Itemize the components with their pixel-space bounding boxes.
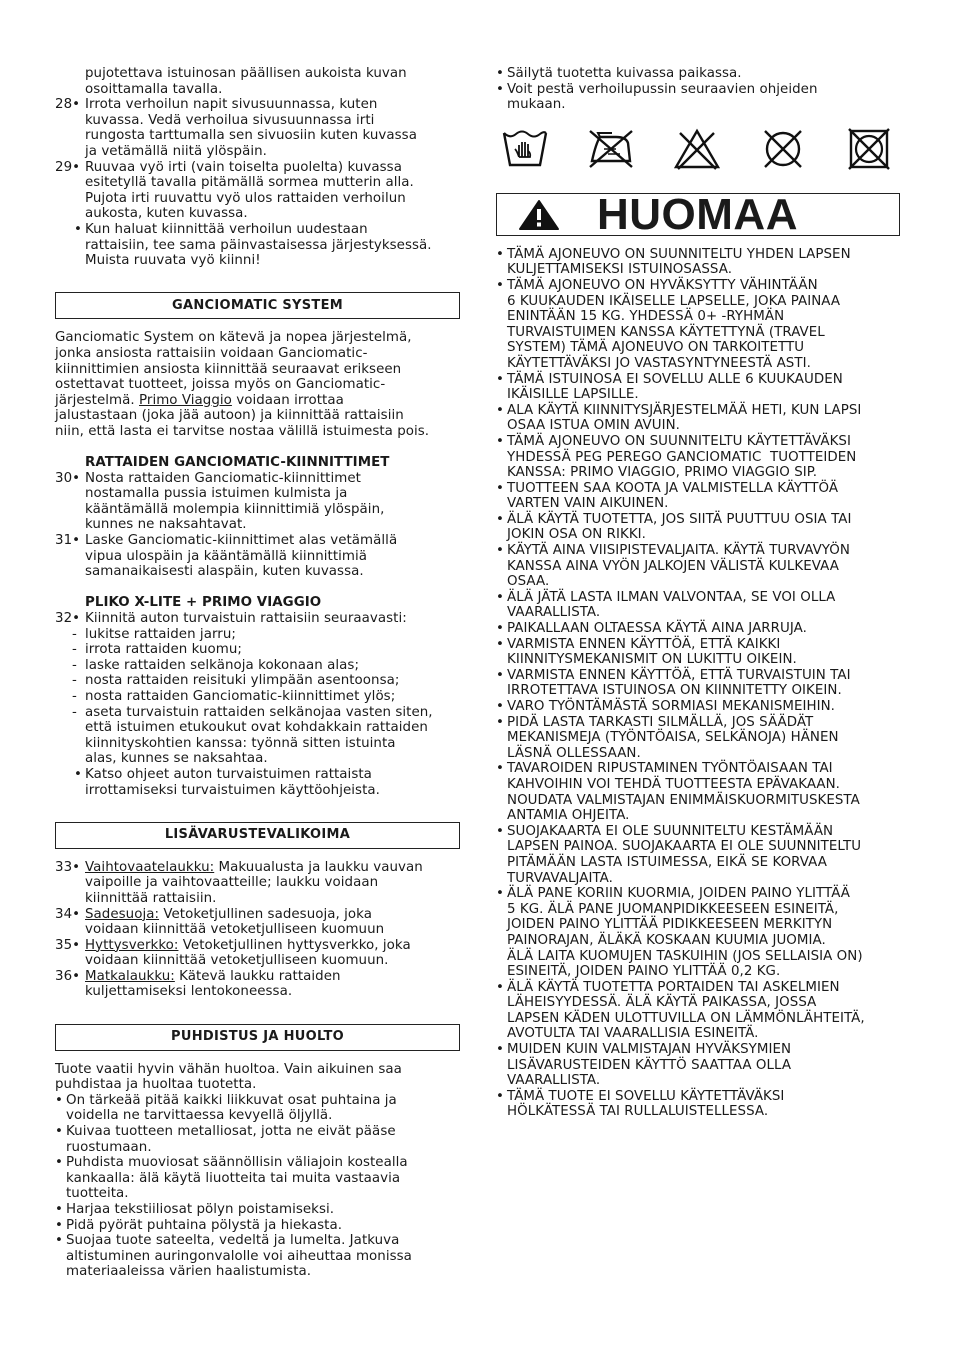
- bullet-glyph: •: [496, 511, 504, 527]
- bullet-glyph: •: [55, 1092, 63, 1108]
- warning-item: [496, 590, 900, 621]
- bullet-glyph: •: [74, 766, 82, 782]
- warning-item: [496, 699, 900, 715]
- accessory-text: Vetoketjullinen hyttysverkko, joka: [178, 937, 411, 953]
- warning-text: VAARALLISTA.: [507, 605, 601, 621]
- warning-text: VARO TYÖNTÄMÄSTÄ SORMIASI MEKANISMEIHIN.: [507, 699, 835, 714]
- dash-item: lukitse rattaiden jarru;: [85, 626, 236, 642]
- warning-banner: [496, 189, 900, 239]
- bullet-text: Harjaa tekstiiliosat pölyn poistamiseksi.: [66, 1202, 335, 1217]
- warning-item: [496, 761, 900, 823]
- warning-text: VARMISTA ENNEN KÄYTTÖÄ, ETTÄ TURVAISTUIN TAI: [507, 667, 851, 683]
- warning-text: ÄLÄ LAITA KUOMUJEN TASKUIHIN (JOS SELLAISIA ON): [507, 948, 863, 964]
- warning-text: LÄHEISYYDESSÄ. ÄLÄ KÄYTÄ PAIKASSA, JOSSA: [507, 995, 817, 1011]
- warning-text: SYSTEM) TÄMÄ AJONEUVO ON TARKOITETTU: [507, 340, 805, 356]
- bullet-text: tuotteita.: [66, 1186, 129, 1202]
- warning-item: [496, 886, 900, 980]
- warning-text: JOKIN OSA ON RIKKI.: [507, 527, 646, 543]
- bullet-text: kankaalla: älä käytä liuotteita tai muita vastaavia: [66, 1170, 401, 1186]
- warning-item: [496, 434, 900, 481]
- bullet-text: voidella ne tarvittaessa kevyellä öljyllä.: [66, 1108, 333, 1124]
- warning-text: PIDÄ LASTA TARKASTI SILMÄLLÄ, JOS SÄÄDÄT: [507, 714, 814, 730]
- bullet-text: Puhdista muoviosat säännöllisin väliajoin kostealla: [66, 1155, 408, 1171]
- do-not-dry-clean-icon: [758, 127, 808, 171]
- care-icons-row: [500, 127, 894, 171]
- warning-text: TÄMÄ ISTUINOSA EI SOVELLU ALLE 6 KUUKAUDEN: [507, 371, 843, 387]
- bullet-glyph: •: [496, 667, 504, 683]
- bullet-text: Suojaa tuote sateelta, vedeltä ja lumelta. Jatkuva: [66, 1233, 400, 1249]
- step-text: esitetyllä tavalla pitämällä sormea mutterin alla.: [85, 175, 414, 191]
- warning-text: KÄYTÄ AINA VIISIPISTEVALJAITA. KÄYTÄ TURVAVYÖN: [507, 543, 850, 559]
- paragraph-text: voidaan irrottaa: [231, 392, 344, 408]
- bullet-glyph: •: [496, 886, 504, 902]
- warning-text: HÖLKÄTESSÄ TAI RULLALUISTELLESSA.: [507, 1104, 769, 1120]
- warning-text: ESINEITÄ, JOIDEN PAINO YLITTÄÄ 0,2 KG.: [507, 964, 781, 980]
- bullet-text: ruostumaan.: [66, 1139, 152, 1155]
- care-section: [55, 1062, 460, 1280]
- bullet-text: Katso ohjeet auton turvaistuimen rattaista: [85, 766, 372, 782]
- dash-item: nosta rattaiden reisituki ylimpään asentoonsa;: [85, 673, 400, 689]
- step-text: aukosta, kuten kuvassa.: [85, 206, 248, 222]
- bullet-glyph: •: [496, 823, 504, 839]
- bullet-glyph: •: [496, 402, 504, 418]
- ganciomatic-paragraph: [55, 330, 460, 439]
- wash-by-hand-icon: [500, 127, 550, 171]
- dash-glyph: -: [72, 657, 77, 673]
- accessory-text: Vetoketjullinen sadesuoja, joka: [159, 906, 372, 922]
- bullet-glyph: •: [55, 1233, 63, 1249]
- bullet-text: Kuivaa tuotteen metalliosat, jotta ne eivät pääse: [66, 1124, 396, 1140]
- accessory-name: Sadesuoja:: [85, 906, 160, 922]
- step-text: Laske Ganciomatic-kiinnittimet alas vetämällä: [85, 533, 398, 549]
- left-column: [55, 66, 460, 1280]
- bullet-text: altistuminen auringonvalolle voi aiheuttaa monissa: [66, 1248, 412, 1264]
- subheading-pliko: PLIKO X-LITE + PRIMO VIAGGIO: [85, 595, 322, 611]
- bullet-glyph: •: [55, 1217, 63, 1233]
- warning-triangle-icon: [517, 199, 561, 231]
- warning-item: [496, 543, 900, 590]
- warning-text: ÄLÄ KÄYTÄ TUOTETTA, JOS SIITÄ PUUTTUU OSIA TAI: [507, 511, 852, 527]
- dash-item: aseta turvaistuin rattaiden selkänojaa vasten siten,: [85, 704, 433, 720]
- warning-text: LAPSEN KÄDEN ULOTTUVILLA ON LÄMMÖNLÄHTEITÄ,: [507, 1010, 865, 1026]
- subheading-rattaiden: RATTAIDEN GANCIOMATIC-KIINNITTIMET: [85, 455, 390, 471]
- warning-text: TUOTTEEN SAA KOOTA JA VALMISTELLA KÄYTTÖÄ: [507, 480, 839, 496]
- step-text: nostamalla pussia istuimen kulmista ja: [85, 486, 348, 502]
- step-text: Irrota verhoilun napit sivusuunnassa, kuten: [85, 97, 378, 113]
- accessory-text: Makuualusta ja laukku vauvan: [214, 859, 423, 875]
- bullet-text: materiaaleissa värien haalistumista.: [66, 1264, 312, 1280]
- warning-text: KÄYTETTÄVÄKSI JO VASTASYNTYNEESTÄ ASTI.: [507, 355, 811, 371]
- warning-text: KULJETTAMISEKSI ISTUINOSASSA.: [507, 262, 733, 278]
- paragraph-line: jalustastaan (joka jää autoon) ja kiinnittää rattaisiin: [55, 408, 404, 424]
- bullet-glyph: •: [496, 714, 504, 730]
- bullet-text: Säilytä tuotetta kuivassa paikassa.: [507, 66, 742, 81]
- warning-text: YHDESSÄ PEG PEREGO GANCIOMATIC TUOTTEIDEN: [507, 449, 857, 465]
- warning-item: [496, 824, 900, 886]
- warning-text: TÄMÄ AJONEUVO ON HYVÄKSYTTY VÄHINTÄÄN: [507, 277, 818, 293]
- bullet-text: Pidä pyörät puhtaina pölystä ja hiekasta.: [66, 1217, 343, 1233]
- dash-glyph: -: [72, 626, 77, 642]
- dash-item: kiinnityskohtien kanssa: työnnä sitten istuinta: [85, 735, 396, 751]
- warning-text: MUIDEN KUIN VALMISTAJAN HYVÄKSYMIEN: [507, 1042, 792, 1058]
- warning-item: [496, 1089, 900, 1120]
- warning-text: ÄLÄ JÄTÄ LASTA ILMAN VALVONTAA, SE VOI OLLA: [507, 589, 836, 605]
- step-29: [55, 160, 460, 222]
- dash-item: irrota rattaiden kuomu;: [85, 642, 242, 658]
- warning-item: [496, 512, 900, 543]
- warning-text: OSAA.: [507, 574, 550, 590]
- dash-item: alas, kunnes se naksahtaa.: [85, 751, 268, 767]
- do-not-bleach-icon: [672, 127, 722, 171]
- warning-text: ÄLÄ PANE KORIIN KUORMIA, JOIDEN PAINO YLITTÄÄ: [507, 886, 851, 902]
- warning-text: ÄLÄ KÄYTÄ TUOTETTA PORTAIDEN TAI ASKELMIEN: [507, 979, 840, 995]
- bullet-glyph: •: [496, 66, 504, 81]
- do-not-iron-icon: [586, 127, 636, 171]
- bullet-glyph: •: [55, 1124, 63, 1140]
- step-text: Ruuvaa vyö irti (vain toiselta puolelta) kuvassa: [85, 159, 402, 175]
- warning-text: MEKANISMEJA (TYÖNTÖAISA, SELKÄNOJA) HÄNEN: [507, 730, 839, 746]
- warning-text: ANTAMIA OHJEITA.: [507, 808, 630, 824]
- intro-line: pujotettava istuinosan päällisen aukoista kuvan: [85, 66, 407, 81]
- bullet-glyph: •: [496, 277, 504, 293]
- warning-item: [496, 980, 900, 1042]
- step-number: 36•: [55, 968, 81, 984]
- warning-item: [496, 715, 900, 762]
- reassemble-bullet: [55, 222, 460, 269]
- section-heading-ganciomatic: GANCIOMATIC SYSTEM: [55, 292, 460, 319]
- bullet-glyph: •: [496, 699, 504, 714]
- dash-glyph: -: [72, 642, 77, 658]
- step-number: 31•: [55, 533, 81, 549]
- step-text: Nosta rattaiden Ganciomatic-kiinnittimet: [85, 470, 361, 486]
- warning-text: TURVAISTUIMEN KANSSA KÄYTETTYNÄ (TRAVEL: [507, 324, 825, 340]
- warning-text: TÄMÄ TUOTE EI SOVELLU KÄYTETTÄVÄKSI: [507, 1088, 785, 1104]
- warning-text: TAVAROIDEN RIPUSTAMINEN TYÖNTÖAISAAN TAI: [507, 761, 833, 777]
- warning-text: PAIKALLAAN OLTAESSA KÄYTÄ AINA JARRUJA.: [507, 621, 807, 637]
- warning-text: VAARALLISTA.: [507, 1073, 601, 1089]
- bullet-glyph: •: [496, 81, 504, 97]
- warning-item: [496, 403, 900, 434]
- warning-text: TURVAVALJAITA.: [507, 870, 613, 886]
- dash-glyph: -: [72, 688, 77, 704]
- paragraph-line: Ganciomatic System on kätevä ja nopea järjestelmä,: [55, 330, 412, 346]
- intro-line: osoittamalla tavalla.: [85, 81, 223, 97]
- warning-text: AVOTULTA TAI VAARALLISIA ESINEITÄ.: [507, 1026, 759, 1042]
- warning-item: [496, 637, 900, 668]
- bullet-glyph: •: [55, 1155, 63, 1171]
- warning-text: LISÄVARUSTEIDEN KÄYTTÖ SAATTAA OLLA: [507, 1057, 792, 1073]
- step-28: [55, 97, 460, 159]
- bullet-text: Kun haluat kiinnittää verhoilun uudestaan: [85, 221, 368, 237]
- do-not-tumble-dry-icon: [844, 127, 894, 171]
- paragraph-line: jonka ansiosta rattaisiin voidaan Ganciomatic-: [55, 345, 368, 361]
- step-number: 34•: [55, 906, 81, 922]
- warning-item: [496, 621, 900, 637]
- warning-text: IRROTETTAVA ISTUINOSA ON KIINNITETTY OIKEIN.: [507, 683, 842, 699]
- paragraph-line: kiinnittimien ansiosta kiinnittää seuraavat erikseen: [55, 361, 402, 377]
- bullet-glyph: •: [496, 636, 504, 652]
- warning-text: KAHVOIHIN VOI TEHDÄ TUOTTEESTA EPÄVAKAAN.: [507, 776, 840, 792]
- section-heading-accessories: LISÄVARUSTEVALIKOIMA: [55, 822, 460, 849]
- warning-text: VARTEN VAIN AIKUINEN.: [507, 496, 669, 512]
- step-31: [55, 533, 460, 580]
- accessory-name: Vaihtovaatelaukku:: [85, 859, 215, 875]
- bullet-text: irrottamiseksi turvaistuimen käyttöohjeista.: [85, 782, 380, 798]
- warning-text: KANSSA AINA VYÖN JALKOJEN VÄLISTÄ KULKEVAA: [507, 558, 839, 574]
- warning-text: JOIDEN PAINO YLITTÄÄ PIDIKKEESEEN MERKITYN: [507, 917, 833, 933]
- accessory-text: voidaan kiinnittää vetoketjulliseen kuomuun: [85, 922, 385, 938]
- bullet-glyph: •: [496, 480, 504, 496]
- warning-text: TÄMÄ AJONEUVO ON SUUNNITELTU KÄYTETTÄVÄKSI: [507, 433, 851, 449]
- warning-item: [496, 668, 900, 699]
- warning-text: PITÄMÄÄN LASTA ISTUIMESSA, EIKÄ SE KORVAA: [507, 854, 827, 870]
- step-text: kääntämällä molempia kiinnittimiä ylöspäin,: [85, 501, 385, 517]
- warning-item: [496, 1042, 900, 1089]
- bullet-glyph: •: [496, 589, 504, 605]
- paragraph-line: puhdistaa ja huoltaa tuotetta.: [55, 1077, 257, 1093]
- bullet-text: Voit pestä verhoilupussin seuraavien ohjeiden: [507, 81, 818, 97]
- dash-item: että istuimen etukoukut ovat kohdakkain rattaiden: [85, 720, 428, 736]
- step-text: kunnes ne naksahtavat.: [85, 517, 247, 533]
- warning-text: NOUDATA VALMISTAJAN ENIMMÄISKUORMITUSKESTA: [507, 792, 860, 808]
- step-text: rungosta tarttumalla sen sivuosiin kuten kuvassa: [85, 128, 417, 144]
- warning-text: IKÄISILLE LAPSILLE.: [507, 387, 639, 403]
- paragraph-line: niin, että lasta ei tarvitse nostaa välillä istuimesta pois.: [55, 423, 430, 439]
- accessories-list: [55, 860, 460, 1000]
- warning-text: LÄSNÄ OLLESSAAN.: [507, 745, 641, 761]
- section-heading-care: PUHDISTUS JA HUOLTO: [55, 1024, 460, 1051]
- step-text: Pujota irti ruuvattu vyö ulos rattaiden verhoilun: [85, 190, 406, 206]
- warning-title: HUOMAA: [597, 189, 798, 239]
- step-number: 29•: [55, 159, 81, 175]
- warning-text: KIINNITYSMEKANISMIT ON LUKITTU OIKEIN.: [507, 652, 797, 668]
- warnings-list: [496, 247, 900, 1120]
- warning-text: PAINORAJAN, ÄLÄKÄ KOSKAAN KUUMIA JUOMIA.: [507, 932, 826, 948]
- step-32: [55, 611, 460, 798]
- bullet-glyph: •: [496, 979, 504, 995]
- dash-item: nosta rattaiden Ganciomatic-kiinnittimet ylös;: [85, 688, 396, 704]
- warning-text: VARMISTA ENNEN KÄYTTÖÄ, ETTÄ KAIKKI: [507, 636, 781, 652]
- bullet-glyph: •: [496, 543, 504, 559]
- dash-glyph: -: [72, 704, 77, 720]
- paragraph-line: ostettavat tuotteet, joissa myös on Ganciomatic-: [55, 377, 386, 393]
- accessory-text: Kätevä laukku rattaiden: [174, 968, 341, 984]
- step-text: vipua ulospäin ja kääntämällä kiinnittimiä: [85, 548, 368, 564]
- step-text: Kiinnitä auton turvaistuin rattaisiin seuraavasti:: [85, 611, 407, 626]
- accessory-text: vaipoille ja vaihtovaatteille; laukku voidaan: [85, 875, 379, 891]
- warning-text: 6 KUUKAUDEN IKÄISELLE LAPSELLE, JOKA PAINAA: [507, 293, 841, 309]
- step-number: 32•: [55, 611, 81, 626]
- bullet-text: mukaan.: [507, 97, 566, 113]
- warning-item: [496, 372, 900, 403]
- bullet-glyph: •: [496, 371, 504, 387]
- step-text: kuvassa. Vedä verhoilua sivusuunnassa irti: [85, 112, 375, 128]
- bullet-text: Muista ruuvata vyö kiinni!: [85, 253, 261, 269]
- right-column: [496, 66, 900, 1120]
- accessory-text: kuljettamiseksi lentokoneessa.: [85, 984, 293, 1000]
- warning-text: LAPSEN PAINOA. SUOJAKAARTA EI OLE SUUNNITELTU: [507, 839, 862, 855]
- warning-text: 5 KG. ÄLÄ PANE JUOMANPIDIKKEESEEN ESINEITÄ,: [507, 901, 839, 917]
- bullet-glyph: •: [496, 761, 504, 777]
- bullet-glyph: •: [496, 621, 504, 637]
- dash-item: laske rattaiden selkänoja kokonaan alas;: [85, 657, 360, 673]
- step-number: 35•: [55, 937, 81, 953]
- accessory-text: kiinnittää rattaisiin.: [85, 890, 217, 906]
- bullet-glyph: •: [496, 246, 504, 262]
- paragraph-text: järjestelmä.: [55, 392, 139, 408]
- bullet-text: On tärkeää pitää kaikki liikkuvat osat puhtaina ja: [66, 1092, 397, 1108]
- warning-item: [496, 481, 900, 512]
- warning-item: [496, 278, 900, 372]
- step-number: 33•: [55, 859, 81, 875]
- dash-glyph: -: [72, 673, 77, 689]
- warning-text: SUOJAKAARTA EI OLE SUUNNITELTU KESTÄMÄÄN: [507, 823, 834, 839]
- bullet-glyph: •: [496, 1088, 504, 1104]
- accessory-name: Matkalaukku:: [85, 968, 175, 984]
- warning-text: ALA KÄYTÄ KIINNITYSJÄRJESTELMÄÄ HETI, KUN LAPSI: [507, 402, 862, 418]
- step-number: 28•: [55, 97, 81, 113]
- step-30: [55, 471, 460, 533]
- step-text: ja vetämällä niitä ylöspäin.: [85, 143, 267, 159]
- bullet-glyph: •: [496, 1042, 504, 1058]
- bullet-glyph: •: [55, 1202, 63, 1217]
- step-number: 30•: [55, 470, 81, 486]
- bullet-glyph: •: [74, 221, 82, 237]
- bullet-glyph: •: [496, 433, 504, 449]
- warning-text: KANSSA: PRIMO VIAGGIO, PRIMO VIAGGIO SIP.: [507, 465, 818, 481]
- accessory-text: voidaan kiinnittää vetoketjulliseen kuomuun.: [85, 953, 389, 969]
- primo-viaggio-text: Primo Viaggio: [139, 392, 232, 408]
- paragraph-line: Tuote vaatii hyvin vähän huoltoa. Vain aikuinen saa: [55, 1061, 402, 1077]
- bullet-text: rattaisiin, tee sama päinvastaisessa järjestyksessä.: [85, 237, 432, 253]
- step-text: samanaikaisesti alaspäin, kuten kuvassa.: [85, 564, 364, 580]
- warning-item: [496, 247, 900, 278]
- warning-text: ENINTÄÄN 15 KG. YHDESSÄ 0+ -RYHMÄN: [507, 309, 785, 325]
- warning-text: TÄMÄ AJONEUVO ON SUUNNITELTU YHDEN LAPSEN: [507, 246, 851, 262]
- warning-text: OSAA ISTUA OMIN AVUIN.: [507, 418, 680, 434]
- accessory-name: Hyttysverkko:: [85, 937, 179, 953]
